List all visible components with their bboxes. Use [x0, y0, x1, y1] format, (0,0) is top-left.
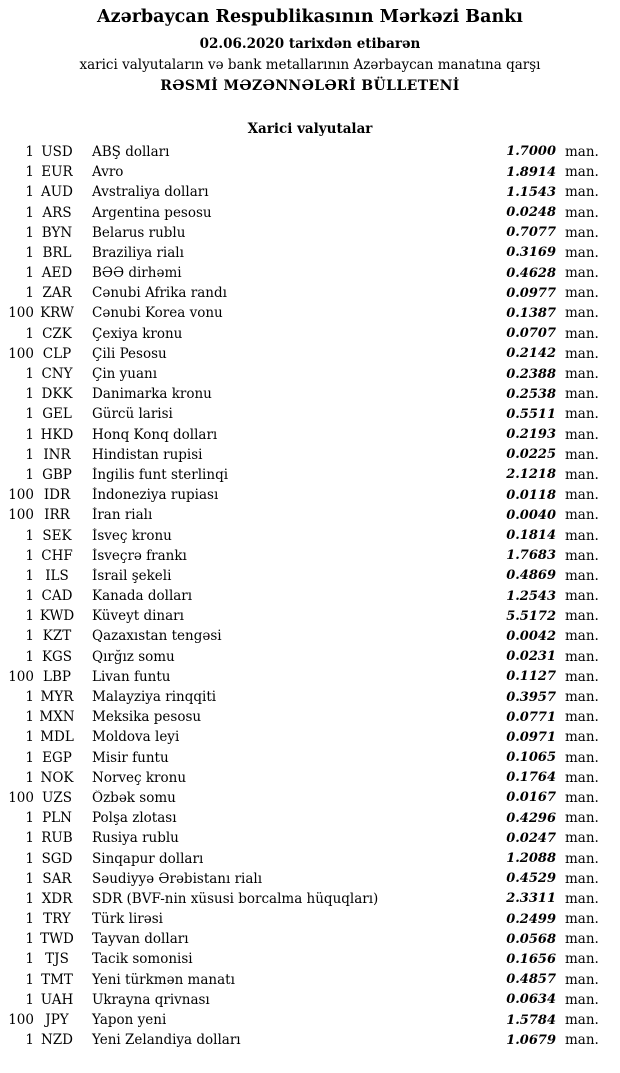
name-cell: Belarus rublu: [92, 224, 186, 241]
code-cell: NZD: [40, 1032, 74, 1049]
qty-cell: 1: [25, 850, 34, 867]
rate-cell: 1.2543: [506, 588, 556, 604]
unit-cell: man.: [565, 951, 599, 968]
name-cell: Danimarka kronu: [92, 386, 212, 403]
rate-cell: 0.0971: [506, 729, 556, 745]
table-row: [6, 848, 600, 868]
qty-cell: 100: [8, 507, 34, 524]
unit-cell: man.: [565, 366, 599, 383]
name-cell: Rusiya rublu: [92, 830, 179, 847]
qty-cell: 1: [25, 547, 34, 564]
unit-cell: man.: [565, 244, 599, 261]
unit-cell: man.: [565, 164, 599, 181]
unit-cell: man.: [565, 406, 599, 423]
code-cell: KWD: [39, 608, 75, 625]
table-row: [6, 606, 600, 626]
name-cell: BƏƏ dirhəmi: [92, 265, 182, 282]
unit-cell: man.: [565, 547, 599, 564]
rate-cell: 0.3169: [506, 245, 556, 261]
table-row: [6, 364, 600, 384]
table-row: [6, 808, 600, 828]
rate-cell: 0.0040: [506, 507, 556, 523]
name-cell: Çili Pesosu: [92, 345, 167, 362]
name-cell: Cənubi Afrika randı: [92, 285, 227, 302]
table-row: [6, 727, 600, 747]
rate-cell: 0.2499: [506, 911, 556, 927]
unit-cell: man.: [565, 789, 599, 806]
table-row: [6, 182, 600, 202]
code-cell: TMT: [41, 971, 73, 988]
rate-cell: 5.5172: [506, 608, 556, 624]
table-row: [6, 202, 600, 222]
table-row: [6, 505, 600, 525]
qty-cell: 1: [25, 830, 34, 847]
name-cell: Türk lirəsi: [92, 911, 163, 928]
qty-cell: 1: [25, 628, 34, 645]
code-cell: IDR: [43, 487, 71, 504]
table-row: [6, 869, 600, 889]
name-cell: Ukrayna qrivnası: [92, 991, 210, 1008]
code-cell: KGS: [41, 648, 73, 665]
qty-cell: 1: [25, 184, 34, 201]
unit-cell: man.: [565, 911, 599, 928]
name-cell: SDR (BVF-nin xüsusi borcalma hüquqları): [92, 890, 379, 907]
name-cell: İngilis funt sterlinqi: [92, 466, 229, 483]
rate-cell: 2.1218: [506, 467, 556, 483]
qty-cell: 1: [25, 143, 34, 160]
qty-cell: 100: [8, 789, 34, 806]
code-cell: TJS: [45, 951, 69, 968]
rate-cell: 0.2388: [506, 366, 556, 382]
code-cell: ILS: [45, 567, 69, 584]
name-cell: Polşa zlotası: [92, 810, 177, 827]
unit-cell: man.: [565, 850, 599, 867]
name-cell: Tacik somonisi: [92, 951, 193, 968]
rate-cell: 1.5784: [506, 1012, 556, 1028]
code-cell: CNY: [41, 366, 73, 383]
table-row: [6, 949, 600, 969]
table-row: [6, 404, 600, 424]
bulletin-title: RƏSMİ MƏZƏNNƏLƏRİ BÜLLETENİ: [160, 77, 460, 94]
qty-cell: 1: [25, 1032, 34, 1049]
qty-cell: 1: [25, 588, 34, 605]
qty-cell: 1: [25, 769, 34, 786]
qty-cell: 1: [25, 426, 34, 443]
rate-cell: 0.1065: [506, 750, 556, 766]
rate-cell: 0.0167: [506, 790, 556, 806]
name-cell: Honq Konq dolları: [92, 426, 218, 443]
unit-cell: man.: [565, 184, 599, 201]
qty-cell: 1: [25, 810, 34, 827]
code-cell: GEL: [42, 406, 72, 423]
code-cell: IRR: [44, 507, 70, 524]
name-cell: Səudiyyə Ərəbistanı rialı: [92, 870, 263, 887]
table-row: [6, 445, 600, 465]
name-cell: Argentina pesosu: [92, 204, 212, 221]
name-cell: Livan funtu: [92, 668, 171, 685]
code-cell: ZAR: [42, 285, 72, 302]
unit-cell: man.: [565, 487, 599, 504]
table-row: [6, 485, 600, 505]
table-row: [6, 970, 600, 990]
table-row: [6, 263, 600, 283]
rate-cell: 0.5511: [506, 406, 556, 422]
code-cell: MXN: [39, 709, 75, 726]
table-row: [6, 687, 600, 707]
code-cell: UZS: [41, 789, 72, 806]
unit-cell: man.: [565, 265, 599, 282]
qty-cell: 1: [25, 244, 34, 261]
bank-name-title: Azərbaycan Respublikasının Mərkəzi Bankı: [97, 7, 523, 27]
name-cell: İsrail şekeli: [92, 567, 172, 584]
table-row: [6, 748, 600, 768]
name-cell: Yapon yeni: [92, 1012, 167, 1029]
rate-cell: 0.4529: [506, 871, 556, 887]
unit-cell: man.: [565, 567, 599, 584]
qty-cell: 1: [25, 366, 34, 383]
unit-cell: man.: [565, 224, 599, 241]
code-cell: CZK: [42, 325, 72, 342]
qty-cell: 1: [25, 991, 34, 1008]
rate-cell: 1.8914: [506, 164, 556, 180]
rate-cell: 0.7077: [506, 225, 556, 241]
code-cell: TRY: [43, 911, 71, 928]
name-cell: Meksika pesosu: [92, 709, 202, 726]
table-row: [6, 324, 600, 344]
code-cell: KZT: [42, 628, 72, 645]
code-cell: SEK: [42, 527, 72, 544]
unit-cell: man.: [565, 1032, 599, 1049]
code-cell: SGD: [41, 850, 73, 867]
rate-cell: 0.0231: [506, 649, 556, 665]
qty-cell: 1: [25, 911, 34, 928]
table-row: [6, 586, 600, 606]
qty-cell: 1: [25, 164, 34, 181]
code-cell: ARS: [42, 204, 72, 221]
unit-cell: man.: [565, 729, 599, 746]
rate-cell: 0.2142: [506, 346, 556, 362]
code-cell: UAH: [40, 991, 74, 1008]
unit-cell: man.: [565, 628, 599, 645]
table-row: [6, 889, 600, 909]
rate-cell: 1.0679: [506, 1032, 556, 1048]
table-row: [6, 465, 600, 485]
qty-cell: 1: [25, 951, 34, 968]
bulletin-header: [0, 0, 620, 94]
qty-cell: 100: [8, 1012, 34, 1029]
rate-cell: 0.3957: [506, 689, 556, 705]
rate-cell: 1.1543: [506, 184, 556, 200]
table-row: [6, 425, 600, 445]
unit-cell: man.: [565, 870, 599, 887]
unit-cell: man.: [565, 305, 599, 322]
qty-cell: 1: [25, 527, 34, 544]
unit-cell: man.: [565, 1012, 599, 1029]
table-row: [6, 788, 600, 808]
unit-cell: man.: [565, 749, 599, 766]
name-cell: Cənubi Korea vonu: [92, 305, 223, 322]
unit-cell: man.: [565, 204, 599, 221]
unit-cell: man.: [565, 648, 599, 665]
table-row: [6, 546, 600, 566]
qty-cell: 1: [25, 870, 34, 887]
table-row: [6, 283, 600, 303]
rate-cell: 1.7000: [506, 144, 556, 160]
name-cell: Yeni Zelandiya dolları: [92, 1032, 241, 1049]
code-cell: CHF: [41, 547, 73, 564]
name-cell: Avro: [92, 164, 124, 181]
table-row: [6, 707, 600, 727]
rate-cell: 2.3311: [506, 891, 556, 907]
qty-cell: 1: [25, 729, 34, 746]
unit-cell: man.: [565, 689, 599, 706]
table-row: [6, 162, 600, 182]
qty-cell: 1: [25, 749, 34, 766]
table-row: [6, 647, 600, 667]
table-row: [6, 1030, 600, 1050]
code-cell: EGP: [42, 749, 72, 766]
unit-cell: man.: [565, 285, 599, 302]
code-cell: DKK: [41, 386, 73, 403]
name-cell: Hindistan rupisi: [92, 446, 203, 463]
unit-cell: man.: [565, 769, 599, 786]
rate-cell: 0.0634: [506, 992, 556, 1008]
table-row: [6, 223, 600, 243]
unit-cell: man.: [565, 345, 599, 362]
qty-cell: 1: [25, 608, 34, 625]
name-cell: Tayvan dolları: [92, 931, 189, 948]
qty-cell: 1: [25, 931, 34, 948]
qty-cell: 100: [8, 487, 34, 504]
name-cell: İsveçrə frankı: [92, 547, 187, 564]
rate-cell: 1.2088: [506, 851, 556, 867]
qty-cell: 1: [25, 567, 34, 584]
rate-cell: 0.1656: [506, 951, 556, 967]
code-cell: CLP: [42, 345, 72, 362]
rate-cell: 0.0225: [506, 447, 556, 463]
table-row: [6, 525, 600, 545]
section-title-foreign-currencies: Xarici valyutalar: [247, 120, 373, 137]
name-cell: Sinqapur dolları: [92, 850, 204, 867]
table-row: [6, 384, 600, 404]
rates-table: [0, 142, 620, 1050]
name-cell: Moldova leyi: [92, 729, 180, 746]
qty-cell: 1: [25, 224, 34, 241]
rate-cell: 0.4869: [506, 568, 556, 584]
code-cell: KRW: [40, 305, 74, 322]
rate-cell: 0.0248: [506, 205, 556, 221]
code-cell: CAD: [41, 588, 73, 605]
name-cell: İsveç kronu: [92, 527, 172, 544]
name-cell: İndoneziya rupiası: [92, 487, 219, 504]
name-cell: Kanada dolları: [92, 588, 193, 605]
code-cell: PLN: [42, 810, 72, 827]
name-cell: İran rialı: [92, 507, 153, 524]
table-row: [6, 626, 600, 646]
name-cell: Malayziya rinqqiti: [92, 689, 217, 706]
code-cell: NOK: [40, 769, 74, 786]
unit-cell: man.: [565, 527, 599, 544]
qty-cell: 1: [25, 971, 34, 988]
unit-cell: man.: [565, 709, 599, 726]
unit-cell: man.: [565, 386, 599, 403]
rate-cell: 0.0118: [506, 487, 556, 503]
rate-cell: 0.0247: [506, 830, 556, 846]
code-cell: INR: [43, 446, 71, 463]
code-cell: GBP: [42, 466, 72, 483]
unit-cell: man.: [565, 466, 599, 483]
unit-cell: man.: [565, 810, 599, 827]
unit-cell: man.: [565, 426, 599, 443]
rate-cell: 0.2193: [506, 427, 556, 443]
qty-cell: 1: [25, 689, 34, 706]
unit-cell: man.: [565, 890, 599, 907]
code-cell: TWD: [40, 931, 74, 948]
unit-cell: man.: [565, 507, 599, 524]
rate-cell: 0.4296: [506, 810, 556, 826]
qty-cell: 1: [25, 890, 34, 907]
table-row: [6, 303, 600, 323]
name-cell: Avstraliya dolları: [92, 184, 209, 201]
qty-cell: 1: [25, 406, 34, 423]
qty-cell: 1: [25, 285, 34, 302]
unit-cell: man.: [565, 325, 599, 342]
code-cell: MDL: [40, 729, 74, 746]
code-cell: SAR: [42, 870, 72, 887]
qty-cell: 1: [25, 325, 34, 342]
unit-cell: man.: [565, 931, 599, 948]
code-cell: AED: [41, 265, 73, 282]
qty-cell: 1: [25, 446, 34, 463]
table-row: [6, 768, 600, 788]
rate-cell: 0.1127: [506, 669, 556, 685]
table-row: [6, 142, 600, 162]
rate-cell: 0.0707: [506, 326, 556, 342]
code-cell: MYR: [40, 689, 74, 706]
name-cell: ABŞ dolları: [92, 143, 170, 160]
qty-cell: 1: [25, 265, 34, 282]
table-row: [6, 828, 600, 848]
qty-cell: 100: [8, 345, 34, 362]
code-cell: BRL: [42, 244, 72, 261]
unit-cell: man.: [565, 991, 599, 1008]
rate-cell: 0.4857: [506, 972, 556, 988]
code-cell: XDR: [41, 890, 73, 907]
unit-cell: man.: [565, 588, 599, 605]
name-cell: Qazaxıstan tengəsi: [92, 628, 222, 645]
rate-cell: 1.7683: [506, 548, 556, 564]
table-row: [6, 929, 600, 949]
table-row: [6, 1010, 600, 1030]
qty-cell: 100: [8, 305, 34, 322]
rate-cell: 0.0042: [506, 628, 556, 644]
name-cell: Çin yuanı: [92, 366, 158, 383]
unit-cell: man.: [565, 608, 599, 625]
table-row: [6, 667, 600, 687]
bulletin-subtitle: xarici valyutaların və bank metallarının Azərbaycan manatına qarşı: [79, 56, 541, 73]
name-cell: Küveyt dinarı: [92, 608, 184, 625]
rate-cell: 0.1814: [506, 528, 556, 544]
effective-date-line: 02.06.2020 tarixdən etibarən: [199, 35, 421, 52]
table-row: [6, 344, 600, 364]
unit-cell: man.: [565, 668, 599, 685]
name-cell: Braziliya rialı: [92, 244, 184, 261]
name-cell: Misir funtu: [92, 749, 169, 766]
name-cell: Yeni türkmən manatı: [92, 971, 235, 988]
table-row: [6, 243, 600, 263]
rate-cell: 0.2538: [506, 386, 556, 402]
code-cell: BYN: [41, 224, 73, 241]
table-row: [6, 566, 600, 586]
rate-cell: 0.1764: [506, 770, 556, 786]
unit-cell: man.: [565, 971, 599, 988]
unit-cell: man.: [565, 143, 599, 160]
table-row: [6, 909, 600, 929]
name-cell: Qırğız somu: [92, 648, 175, 665]
rate-cell: 0.1387: [506, 305, 556, 321]
qty-cell: 1: [25, 466, 34, 483]
code-cell: JPY: [45, 1012, 69, 1029]
table-row: [6, 990, 600, 1010]
rate-cell: 0.0568: [506, 931, 556, 947]
name-cell: Gürcü larisi: [92, 406, 173, 423]
code-cell: HKD: [40, 426, 74, 443]
rate-cell: 0.0771: [506, 709, 556, 725]
name-cell: Norveç kronu: [92, 769, 187, 786]
unit-cell: man.: [565, 446, 599, 463]
qty-cell: 1: [25, 709, 34, 726]
qty-cell: 100: [8, 668, 34, 685]
unit-cell: man.: [565, 830, 599, 847]
qty-cell: 1: [25, 204, 34, 221]
name-cell: Çexiya kronu: [92, 325, 183, 342]
qty-cell: 1: [25, 648, 34, 665]
rate-cell: 0.4628: [506, 265, 556, 281]
rate-cell: 0.0977: [506, 285, 556, 301]
code-cell: USD: [41, 143, 73, 160]
code-cell: LBP: [43, 668, 71, 685]
qty-cell: 1: [25, 386, 34, 403]
code-cell: RUB: [41, 830, 73, 847]
name-cell: Özbək somu: [92, 789, 176, 806]
code-cell: AUD: [41, 184, 73, 201]
code-cell: EUR: [41, 164, 73, 181]
